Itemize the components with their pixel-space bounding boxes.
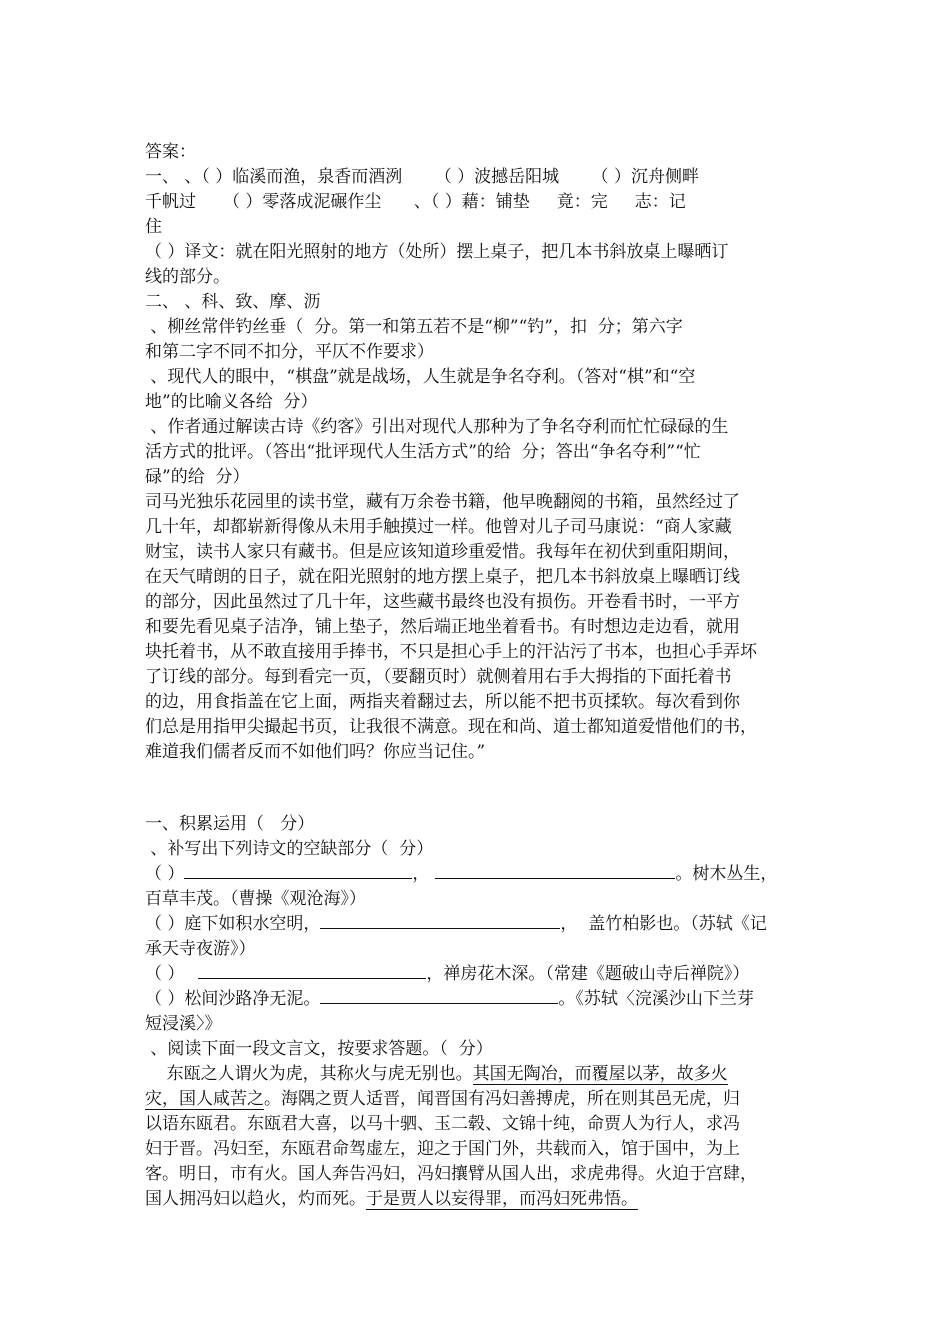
answer-line: 二、 、科、致、摩、沥 bbox=[145, 292, 321, 312]
translation-line: 财宝，读书人家只有藏书。但是应该知道珍重爱惜。我每年在初伏到重阳期间， bbox=[145, 542, 740, 562]
passage-line: 客。明日，市有火。国人奔告冯妇，冯妇攘臂从国人出，求虎弗得。火迫于宫肆， bbox=[145, 1164, 757, 1184]
answer-blank[interactable] bbox=[198, 962, 426, 979]
answer-line: 活方式的批评。（答出“批评现代人生活方式”的给 分；答出“争名夺利”“忙 bbox=[145, 442, 701, 462]
translation-line: 块托着书，从不敢直接用手捧书，不只是担心手上的汗沾污了书本，也担心手弄坏 bbox=[145, 642, 757, 662]
answer-line: 、现代人的眼中，“棋盘”就是战场，人生就是争名夺利。（答对“棋”和“空 bbox=[145, 367, 696, 387]
translation-line: 的边，用食指盖在它上面，两指夹着翻过去，所以能不把书页揉软。每次看到你 bbox=[145, 692, 740, 712]
answer-line: 千帆过 （ ）零落成泥碾作尘 、（ ）藉：铺垫 竟：完 志：记 bbox=[145, 192, 686, 212]
underlined-sentence: 灾，国人咸苦之 bbox=[145, 1089, 264, 1109]
passage-line: 以语东瓯君。东瓯君大喜，以马十驷、玉二毂、文锦十纯，命贾人为行人，求冯 bbox=[145, 1114, 740, 1134]
answer-line: 线的部分。 bbox=[145, 267, 230, 287]
fill-blank-line: （ ）松间沙路净无泥。 。《苏轼〈浣溪沙山下兰芽 bbox=[145, 989, 754, 1009]
answer-line: 、作者通过解读古诗《约客》引出对现代人那种为了争名夺利而忙忙碌碌的生 bbox=[145, 417, 729, 437]
translation-line: 难道我们儒者反而不如他们吗？你应当记住。” bbox=[145, 742, 486, 762]
passage-line: 妇于晋。冯妇至，东瓯君命驾虚左，迎之于国门外，共载而入，馆于国中，为上 bbox=[145, 1139, 740, 1159]
answer-line: 碌”的给 分） bbox=[145, 467, 250, 487]
translation-line: 几十年，却都崭新得像从未用手触摸过一样。他曾对儿子司马康说：“商人家藏 bbox=[145, 517, 732, 537]
text-line: 短浸溪〉》 bbox=[145, 1014, 222, 1034]
translation-line: 了订线的部分。每到看完一页，（要翻页时）就侧着用右手大拇指的下面托着书 bbox=[145, 667, 732, 687]
answer-blank[interactable] bbox=[184, 862, 412, 879]
passage-line: 东瓯之人谓火为虎，其称火与虎无别也。其国无陶冶，而覆屋以茅，故多火 bbox=[145, 1064, 728, 1084]
answer-line: 住 bbox=[145, 217, 162, 237]
answer-line: 和第二字不同不扣分，平仄不作要求） bbox=[145, 342, 434, 362]
answer-line: 、柳丝常伴钓丝垂（ 分。第一和第五若不是“柳”“钓”，扣 分；第六字 bbox=[145, 317, 683, 337]
translation-line: 和要先看见桌子洁净，铺上垫子，然后端正地坐着看书。有时想边走边看，就用 bbox=[145, 617, 740, 637]
answers-heading: 答案： bbox=[145, 142, 196, 162]
answer-blank[interactable] bbox=[320, 987, 558, 1004]
translation-line: 们总是用指甲尖撮起书页，让我很不满意。现在和尚、道士都知道爱惜他们的书， bbox=[145, 717, 757, 737]
answer-line: （ ）译文：就在阳光照射的地方（处所）摆上桌子，把几本书斜放桌上曝晒订 bbox=[145, 242, 729, 262]
answer-blank[interactable] bbox=[320, 912, 560, 929]
question-title: 、补写出下列诗文的空缺部分（ 分） bbox=[145, 839, 434, 859]
fill-blank-line: （ ）庭下如积水空明， ， 盖竹柏影也。（苏轼《记 bbox=[145, 914, 767, 934]
underlined-sentence: 其国无陶冶，而覆屋以茅，故多火 bbox=[472, 1064, 728, 1084]
text-line: 百草丰茂。（曹操《观沧海》） bbox=[145, 889, 366, 909]
fill-blank-line: （ ） ，禅房花木深。（常建《题破山寺后禅院》） bbox=[145, 964, 750, 984]
section-title: 一、积累运用（ 分） bbox=[145, 814, 315, 834]
translation-line: 在天气晴朗的日子，就在阳光照射的地方摆上桌子，把几本书斜放桌上曝晒订线 bbox=[145, 567, 740, 587]
passage-line: 灾，国人咸苦之。海隅之贾人适晋，闻晋国有冯妇善搏虎，所在则其邑无虎，归 bbox=[145, 1089, 740, 1109]
answer-blank[interactable] bbox=[435, 862, 675, 879]
underlined-sentence: 于是贾人以妄得罪，而冯妇死弗悟。 bbox=[366, 1189, 638, 1209]
passage-line: 国人拥冯妇以趋火，灼而死。于是贾人以妄得罪，而冯妇死弗悟。 bbox=[145, 1189, 638, 1209]
text-line: 承天寺夜游》） bbox=[145, 939, 256, 959]
question-title: 、阅读下面一段文言文，按要求答题。（ 分） bbox=[145, 1039, 493, 1059]
answer-line: 一、 、（ ）临溪而渔，泉香而酒洌 （ ）波撼岳阳城 （ ）沉舟侧畔 bbox=[145, 167, 699, 187]
fill-blank-line: （ ） ， 。树木丛生， bbox=[145, 864, 778, 884]
answer-line: 地”的比喻义各给 分） bbox=[145, 392, 318, 412]
translation-line: 的部分，因此虽然过了几十年，这些藏书最终也没有损伤。开卷看书时，一平方 bbox=[145, 592, 740, 612]
translation-line: 司马光独乐花园里的读书堂，藏有万余卷书籍，他早晚翻阅的书箱，虽然经过了 bbox=[145, 492, 740, 512]
